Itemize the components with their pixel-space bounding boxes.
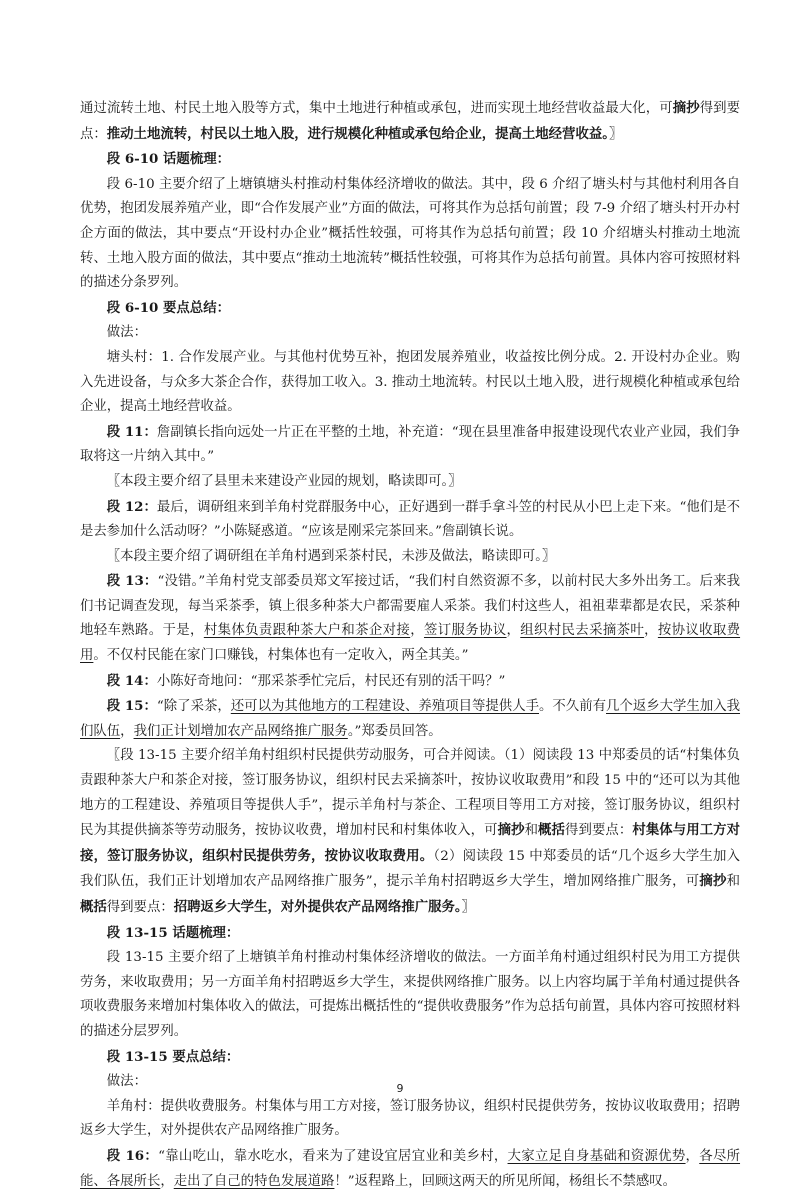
text-run: 得到要点：	[565, 823, 633, 839]
text-run: “除了采茶，	[156, 699, 231, 715]
text-run: ！”返程路上，回顾这两天的所见所闻，杨组长不禁感叹。	[334, 1173, 677, 1189]
underlined-text: 各尽所能、各展所长	[80, 1148, 741, 1189]
text-run: ，	[160, 1173, 174, 1189]
bold-text: 段 14：	[106, 672, 157, 689]
bold-text: 段 6-10 要点总结：	[106, 299, 230, 316]
text-run: 和	[524, 823, 539, 839]
bold-text: 段 13：	[106, 573, 158, 590]
paragraph	[80, 173, 740, 296]
paragraph	[80, 96, 740, 147]
underlined-text: 大家立足自身基础和资源优势	[507, 1148, 686, 1164]
text-run: 段 6-10 主要介绍了上塘镇塘头村推动村集体经济增收的做法。其中，段 6 介绍了塘头村与其他村利用各自优势，抱团发展养殖产业，即“合作发展产业”方面的做法，可将其作为总括句前置；段 7-9 介绍了塘头村开办村企方面的做法，其中要点“开设村办企业”概括性较强，可将其作为总括句前置；段 10 介绍塘头村推动土地流转、土地入股方面的做法，其中要点“推动土地流转”概括性较强，可将其作为总括句前置。具体内容可按照材料的描述分条罗列。	[80, 176, 740, 291]
bold-text: 段 12：	[106, 498, 157, 515]
bold-text: 段 15：	[106, 698, 157, 715]
page-number: 9	[396, 1082, 404, 1095]
paragraph	[80, 545, 740, 570]
paragraph	[80, 346, 740, 420]
text-run: ，	[644, 623, 658, 639]
paragraph	[80, 1095, 740, 1144]
paragraph	[80, 694, 740, 744]
paragraph	[80, 420, 740, 470]
section-heading	[80, 921, 740, 947]
paragraph	[80, 744, 740, 920]
text-run: 得到要点：	[80, 101, 741, 142]
paragraph	[80, 470, 740, 495]
paragraph	[80, 1144, 740, 1194]
bold-text: 段 6-10 话题梳理：	[106, 151, 230, 168]
text-run: 〖本段主要介绍了调研组在羊角村遇到采茶村民，未涉及做法，略读即可。〗	[106, 548, 556, 564]
paragraph	[80, 569, 740, 668]
underlined-text: 组织村民去采摘茶叶	[520, 623, 645, 639]
text-run: 羊角村：提供收费服务。村集体与用工方对接，签订服务协议，组织村民提供劳务，按协议收取费用；招聘返乡大学生，对外提供农产品网络推广服务。	[80, 1098, 740, 1139]
text-run: 通过流转土地、村民土地入股等方式，集中土地进行种植或承包，进而实现土地经营收益最大化，可	[80, 101, 673, 116]
text-run: 詹副镇长指向远处一片正在平整的土地，补充道：“现在县里准备申报建设现代农业产业园，我们争取将这一片纳入其中。”	[80, 424, 741, 465]
underlined-text: 几个返乡大学生加入我们队伍	[80, 699, 741, 739]
underlined-text: 走出了自己的特色发展道路	[173, 1173, 335, 1189]
bold-text: 摘抄	[497, 822, 525, 839]
bold-text: 摘抄	[699, 873, 727, 890]
bold-text: 招聘返乡大学生，对外提供农产品网络推广服务。	[173, 899, 462, 915]
section-heading	[80, 147, 740, 173]
paragraph	[80, 321, 740, 346]
text-run: 。不仅村民能在家门口赚钱，村集体也有一定收入，两全其美。”	[93, 648, 469, 664]
text-run: 最后，调研组来到羊角村党群服务中心，正好遇到一群手拿斗笠的村民从小巴上走下来。“他们是不是去参加什么活动呀？”小陈疑惑道。“应该是刚采完茶回来。”詹副镇长说。	[80, 499, 741, 540]
paragraph	[80, 495, 740, 545]
underlined-text: 签订服务协议	[423, 623, 507, 639]
text-run: 〗	[608, 126, 623, 142]
text-run: ，	[120, 723, 134, 739]
text-run: （2）阅读段 15 中郑委员的话“几个返乡大学生加入我们队伍，我们正计划增加农产品网络推广服务”，提示羊角村招聘返乡大学生，增加网络推广服务，可	[80, 848, 741, 890]
text-run: 做法：	[106, 1074, 147, 1090]
underlined-text: 按协议收取费用	[80, 623, 741, 664]
bold-text: 概括	[80, 899, 107, 915]
text-run: 〗	[461, 900, 476, 915]
underlined-text: 村集体负责跟种茶大户和茶企对接	[203, 623, 411, 639]
text-run: ，	[506, 623, 521, 639]
text-run: 段 13-15 主要介绍了上塘镇羊角村推动村集体经济增收的做法。一方面羊角村通过组织村民为用工方提供劳务，来收取费用；另一方面羊角村招聘返乡大学生，来提供网络推广服务。以上内容均属于羊角村通过提供各项收费服务来增加村集体收入的做法，可提炼出概括性的“提供收费服务”作为总括句前置，具体内容可按照材料的描述分层罗列。	[80, 950, 740, 1039]
text-run: 塘头村：1. 合作发展产业。与其他村优势互补，抱团发展养殖业，收益按比例分成。2. 开设村办企业。购入先进设备，与众多大茶企合作，获得加工收入。3. 推动土地流转。村民以土地入股，进行规模化种植或承包给企业，提高土地经营收益。	[80, 349, 740, 415]
text-run: 〖段 13-15 主要介绍羊角村组织村民提供劳动服务，可合并阅读。（1）阅读段 13 中郑委员的话“村集体负责跟种茶大户和茶企对接，签订服务协议，组织村民去采摘茶叶，按协议收取费用”和段 15 中的“还可以为其他地方的工程建设、养殖项目等提供人手”，提示羊角村与茶企、工程项目等用工方对接，签订服务协议，组织村民为其提供摘茶等劳动服务，按协议收费，增加村民和村集体收入，可	[80, 748, 740, 839]
text-run: 得到要点：	[106, 900, 174, 915]
bold-text: 段 13-15 要点总结：	[106, 1048, 240, 1065]
text-run: “没错。”羊角村党支部委员郑文军接过话，“我们村自然资源不多，以前村民大多外出务工。后来我们书记调查发现，每当采茶季，镇上很多种茶大户都需要雇人采茶。我们村这些人，祖祖辈辈都是农民，采茶种地轻车熟路。于是，	[80, 574, 740, 639]
text-run: 小陈好奇地问：“那采茶季忙完后，村民还有别的活干吗？”	[156, 673, 506, 689]
paragraph	[80, 946, 740, 1044]
underlined-text: 还可以为其他地方的工程建设、养殖项目等提供人手	[230, 699, 539, 715]
underlined-text: 我们正计划增加农产品网络推广服务	[133, 723, 348, 739]
text-run: 〖本段主要介绍了县里未来建设产业园的规划，略读即可。〗	[106, 473, 462, 489]
section-heading	[80, 1045, 740, 1071]
text-run: 和	[726, 874, 741, 890]
text-run: ，	[685, 1148, 700, 1164]
bold-text: 推动土地流转，村民以土地入股，进行规模化种植或承包给企业，提高土地经营收益。	[106, 125, 609, 142]
bold-text: 段 16：	[106, 1147, 159, 1164]
document-body	[80, 96, 740, 1194]
bold-text: 村集体与用工方对接，签订服务协议，组织村民提供劳务，按协议收取费用。	[80, 822, 741, 864]
bold-text: 段 13-15 话题梳理：	[106, 924, 240, 941]
section-heading	[80, 296, 740, 322]
text-run: 。”郑委员回答。	[347, 723, 442, 739]
text-run: 做法：	[106, 325, 147, 341]
paragraph	[80, 669, 740, 695]
bold-text: 段 11：	[106, 423, 157, 440]
text-run: “靠山吃山，靠水吃水，看来为了建设宜居宜业和美乡村，	[158, 1148, 508, 1164]
bold-text: 概括	[538, 822, 565, 839]
bold-text: 摘抄	[672, 100, 700, 116]
text-run: 。不久前有	[539, 699, 607, 715]
text-run: ，	[410, 623, 424, 639]
